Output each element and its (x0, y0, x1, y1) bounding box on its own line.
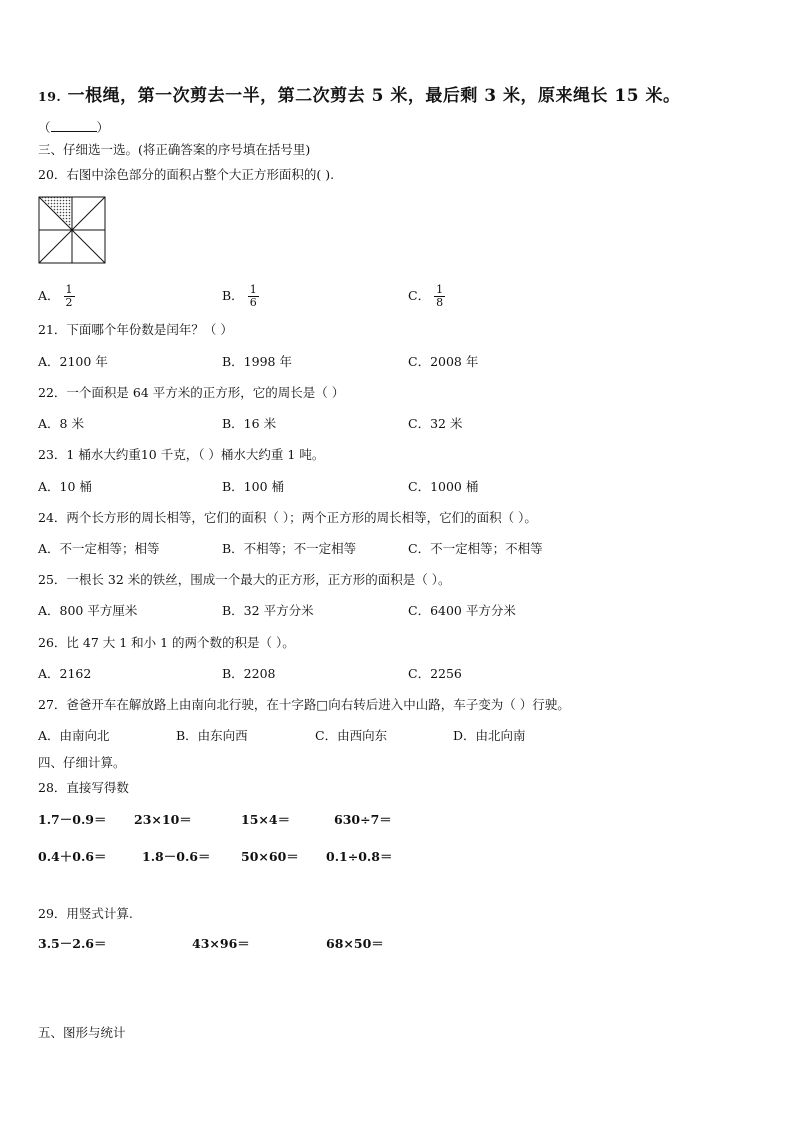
q21-option-b[interactable]: B．1998 年 (222, 354, 292, 369)
q27-text: 27．爸爸开车在解放路上由南向北行驶，在十字路□向右转后进入中山路，车子变为（ ）行驶。 (38, 697, 570, 712)
q26-option-c[interactable]: C．2256 (408, 666, 462, 681)
numerator: 1 (249, 283, 257, 296)
vertical-calc-item: 3.5－2.6＝ (38, 936, 107, 951)
vertical-calc-item: 68×50＝ (326, 936, 384, 951)
q20-square-figure (38, 196, 106, 268)
q28-text: 28．直接写得数 (38, 780, 129, 795)
calc-item: 15×4＝ (241, 812, 291, 827)
q25-option-c[interactable]: C．6400 平方分米 (408, 603, 516, 618)
q27-option-c[interactable]: C．由西向东 (315, 728, 388, 743)
calc-item: 1.8－0.6＝ (142, 849, 211, 864)
section3-title: 三、仔细选一选。(将正确答案的序号填在括号里) (38, 142, 311, 157)
option-label: B． (222, 288, 244, 303)
q20-option-c[interactable] (408, 284, 445, 309)
q19-answer (38, 119, 109, 136)
fraction (434, 284, 445, 309)
q19-paren-open: （ (38, 120, 51, 135)
denominator: 8 (436, 296, 444, 309)
denominator: 2 (65, 296, 73, 309)
q27-option-b[interactable]: B．由东向西 (176, 728, 248, 743)
calc-item: 0.4＋0.6＝ (38, 849, 107, 864)
q23-option-b[interactable]: B．100 桶 (222, 479, 285, 494)
numerator: 1 (436, 283, 444, 296)
q29-text: 29．用竖式计算. (38, 906, 133, 921)
q20-option-a[interactable] (38, 284, 75, 309)
q24-text: 24．两个长方形的周长相等，它们的面积（ ）；两个正方形的周长相等，它们的面积（ ）。 (38, 510, 537, 525)
calc-item: 0.1÷0.8＝ (326, 849, 393, 864)
q19-text: 一根绳，第一次剪去一半，第二次剪去 5 米，最后剩 3 米，原来绳长 15 米。 (67, 86, 681, 106)
denominator: 6 (249, 296, 257, 309)
calc-item: 630÷7＝ (334, 812, 392, 827)
fraction (64, 284, 75, 309)
section4-title: 四、仔细计算。 (38, 755, 126, 770)
q21-text: 21．下面哪个年份数是闰年？（ ） (38, 322, 233, 337)
vertical-calc-item: 43×96＝ (192, 936, 250, 951)
q24-option-a[interactable]: A．不一定相等；相等 (38, 541, 160, 556)
q23-option-a[interactable]: A．10 桶 (38, 479, 92, 494)
q23-option-c[interactable]: C．1000 桶 (408, 479, 479, 494)
q25-option-b[interactable]: B．32 平方分米 (222, 603, 314, 618)
q23-text: 23．1 桶水大约重10 千克，（ ）桶水大约重 1 吨。 (38, 447, 325, 462)
q26-option-a[interactable]: A．2162 (38, 666, 92, 681)
q19-paren-close: ） (96, 120, 110, 135)
option-label: C． (408, 288, 431, 303)
q22-option-c[interactable]: C．32 米 (408, 416, 463, 431)
q22-option-b[interactable]: B．16 米 (222, 416, 277, 431)
q19-line (38, 86, 681, 107)
option-label: A． (38, 288, 60, 303)
q26-option-b[interactable]: B．2208 (222, 666, 276, 681)
section5-title: 五、图形与统计 (38, 1025, 126, 1040)
q21-option-c[interactable]: C．2008 年 (408, 354, 479, 369)
q20-option-b[interactable] (222, 284, 259, 309)
q22-text: 22．一个面积是 64 平方米的正方形，它的周长是（ ） (38, 385, 345, 400)
q25-text: 25．一根长 32 米的铁丝，围成一个最大的正方形，正方形的面积是（ ）。 (38, 572, 451, 587)
q27-option-d[interactable]: D．由北向南 (453, 728, 526, 743)
calc-item: 23×10＝ (134, 812, 192, 827)
square-diagram (38, 196, 106, 264)
numerator: 1 (65, 283, 73, 296)
q27-option-a[interactable]: A．由南向北 (38, 728, 110, 743)
q19-answer-blank[interactable] (51, 119, 97, 132)
q24-option-b[interactable]: B．不相等；不一定相等 (222, 541, 357, 556)
q25-option-a[interactable]: A．800 平方厘米 (38, 603, 138, 618)
q24-option-c[interactable]: C．不一定相等；不相等 (408, 541, 543, 556)
calc-item: 1.7－0.9＝ (38, 812, 107, 827)
q21-option-a[interactable]: A．2100 年 (38, 354, 108, 369)
q22-option-a[interactable]: A．8 米 (38, 416, 84, 431)
q26-text: 26．比 47 大 1 和小 1 的两个数的积是（ ）。 (38, 635, 295, 650)
calc-item: 50×60＝ (241, 849, 299, 864)
fraction (248, 284, 259, 309)
q20-text: 20．右图中涂色部分的面积占整个大正方形面积的( ). (38, 167, 335, 182)
q19-number: 19. (38, 89, 62, 104)
